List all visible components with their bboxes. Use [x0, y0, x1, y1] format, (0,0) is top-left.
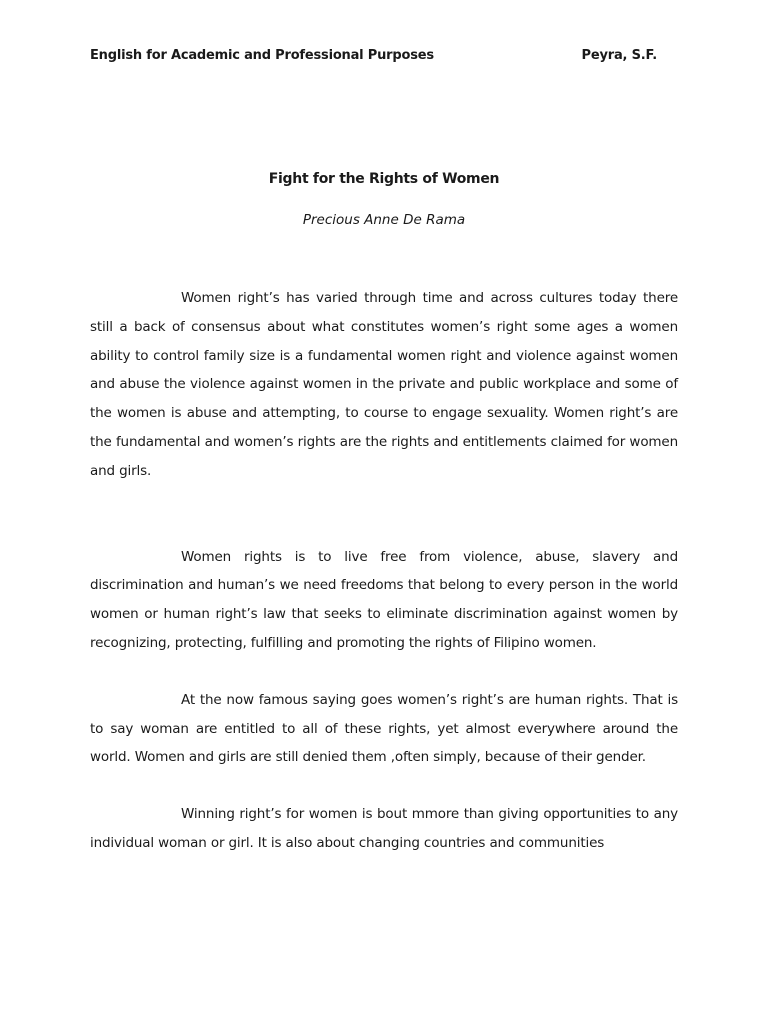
instructor-name: Peyra, S.F. — [581, 48, 657, 63]
paragraph: At the now famous saying goes women’s right’s are human rights. That is to say woman are entitled to all of these rights, yet almost everywhere around the world. Women and girls are still denied them ,often simply, because of their gender. — [90, 691, 678, 766]
essay-author: Precious Anne De Rama — [302, 212, 466, 228]
essay-body — [90, 284, 678, 858]
paragraph: Winning right’s for women is bout mmore than giving opportunities to any individual woman or girl. It is also about changing countries and communities — [90, 806, 678, 851]
paragraph: Women rights is to live free from violence, abuse, slavery and discrimination and human’s we need freedoms that belong to every person in the world women or human right’s law that seeks to eliminate discrimination against women by recognizing, protecting, fulfilling and promoting the rights of Filipino women. — [90, 548, 678, 651]
essay-title: Fight for the Rights of Women — [268, 171, 500, 187]
course-title: English for Academic and Professional Purposes — [90, 48, 434, 63]
paragraph: Women right’s has varied through time and across cultures today there still a back of consensus about what constitutes women’s right some ages a women ability to control family size is a fundamental women right and violence against women and abuse the violence against women in the private and public workplace and some of the women is abuse and attempting, to course to engage sexuality. Women right’s are the fundamental and women’s rights are the rights and entitlements claimed for women and girls. — [90, 290, 678, 479]
page-header — [90, 48, 657, 63]
